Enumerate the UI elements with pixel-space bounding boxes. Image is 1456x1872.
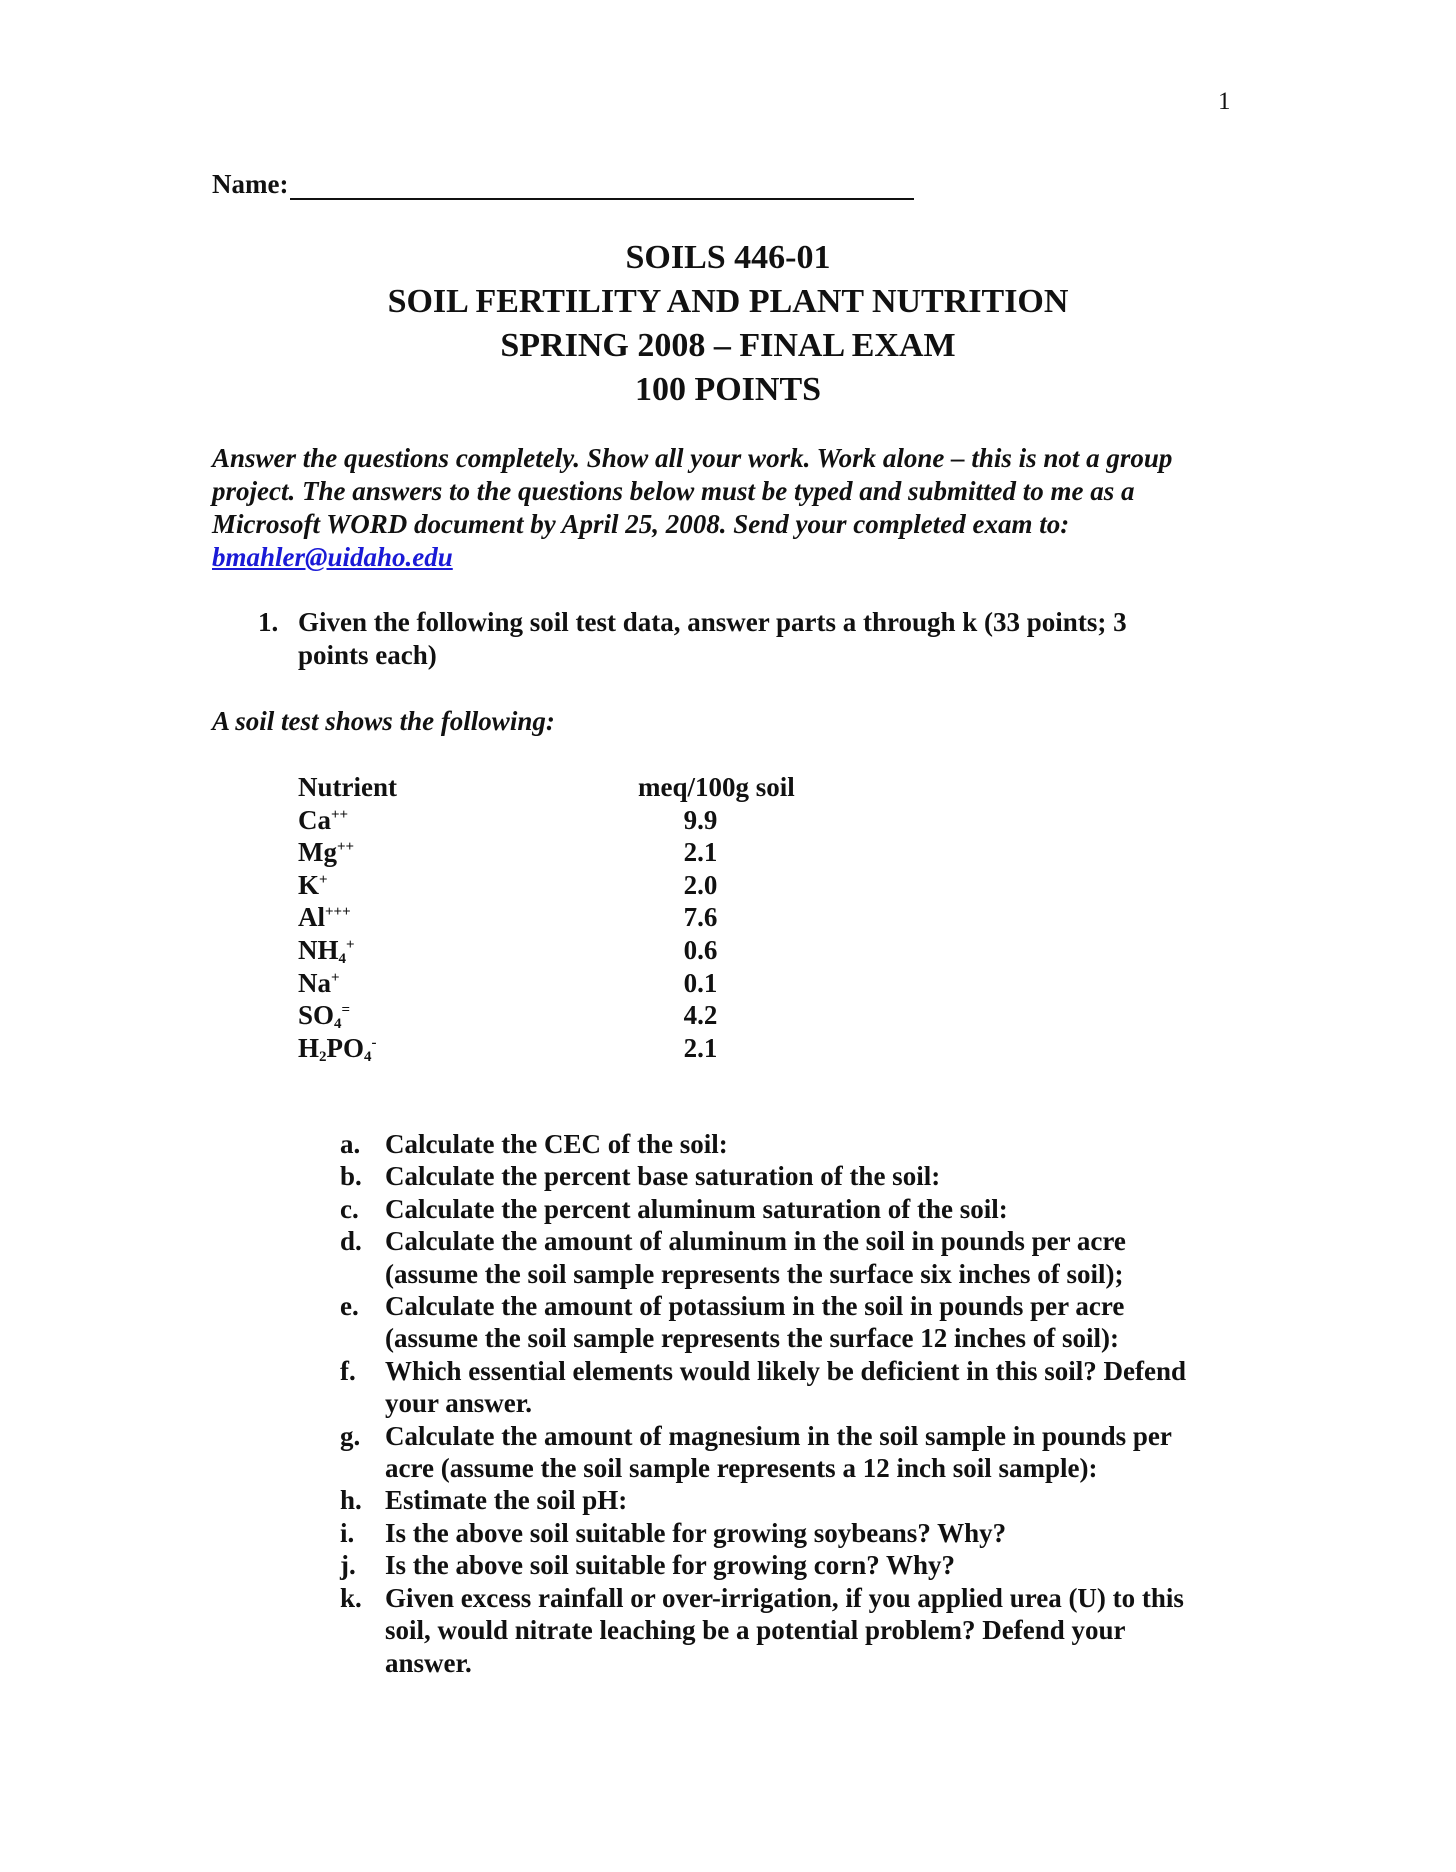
header-nutrient: Nutrient bbox=[298, 772, 397, 802]
part-text-line: your answer. bbox=[385, 1388, 533, 1419]
part-text bbox=[385, 1549, 1260, 1581]
header-value: meq/100g soil bbox=[638, 772, 795, 802]
list-item bbox=[340, 1160, 1260, 1192]
part-letter: e. bbox=[340, 1291, 359, 1322]
soil-test-label: A soil test shows the following: bbox=[212, 706, 555, 736]
question-number: 1. bbox=[258, 607, 279, 637]
part-text-line: answer. bbox=[385, 1647, 472, 1678]
subscript: 4 bbox=[364, 1048, 372, 1065]
nutrient-name: Mg++ bbox=[298, 837, 355, 868]
part-text-line: Calculate the amount of magnesium in the soil sample in pounds per bbox=[385, 1420, 1172, 1451]
nutrient-value: 2.1 bbox=[683, 837, 718, 868]
list-item bbox=[340, 1549, 1260, 1581]
nutrient-value: 2.0 bbox=[683, 869, 718, 900]
table-row bbox=[298, 1033, 818, 1066]
part-text-line: Calculate the percent aluminum saturation of the soil: bbox=[385, 1193, 1008, 1224]
part-text-line: Calculate the percent base saturation of the soil: bbox=[385, 1161, 941, 1192]
part-letter: h. bbox=[340, 1485, 362, 1516]
part-letter: c. bbox=[340, 1193, 359, 1224]
part-text-line: (assume the soil sample represents the surface six inches of soil); bbox=[385, 1258, 1124, 1289]
part-letter: a. bbox=[340, 1129, 361, 1159]
question-text bbox=[298, 606, 1258, 672]
table-row bbox=[298, 805, 818, 838]
table-row bbox=[298, 902, 818, 935]
part-text-line: Calculate the amount of potassium in the soil in pounds per acre bbox=[385, 1291, 1125, 1322]
nutrient-table bbox=[298, 772, 818, 1065]
part-letter: k. bbox=[340, 1582, 362, 1613]
part-text-line: Is the above soil suitable for growing soybeans? Why? bbox=[385, 1517, 1007, 1548]
name-field bbox=[212, 168, 914, 200]
name-blank-line bbox=[290, 168, 914, 200]
part-text-line: soil, would nitrate leaching be a potential problem? Defend your bbox=[385, 1615, 1126, 1646]
exam-title bbox=[0, 236, 1456, 412]
part-text bbox=[385, 1193, 1260, 1225]
nutrient-name: Al+++ bbox=[298, 902, 351, 933]
subscript: 4 bbox=[338, 950, 346, 967]
nutrient-value: 0.1 bbox=[683, 967, 718, 998]
name-label: Name: bbox=[212, 169, 289, 199]
exam-points: 100 POINTS bbox=[634, 371, 822, 408]
part-letter: f. bbox=[340, 1355, 356, 1386]
subscript: 2 bbox=[319, 1048, 327, 1065]
list-item bbox=[340, 1128, 1260, 1160]
part-letter: d. bbox=[340, 1226, 362, 1257]
list-item bbox=[340, 1582, 1260, 1679]
table-row bbox=[298, 870, 818, 903]
nutrient-name: K+ bbox=[298, 869, 328, 900]
superscript: = bbox=[341, 1002, 351, 1019]
list-item bbox=[340, 1225, 1260, 1290]
table-header-row bbox=[298, 772, 818, 805]
part-letter: i. bbox=[340, 1517, 355, 1548]
table-row bbox=[298, 1000, 818, 1033]
superscript: - bbox=[371, 1034, 377, 1051]
nutrient-name: Na+ bbox=[298, 967, 340, 998]
instructions-line: Answer the questions completely. Show all your work. Work alone – this is not a group bbox=[212, 443, 1173, 473]
part-text bbox=[385, 1160, 1260, 1192]
part-letter: j. bbox=[340, 1550, 356, 1581]
part-text bbox=[385, 1484, 1260, 1516]
part-letter: b. bbox=[340, 1161, 362, 1192]
part-text-line: Calculate the amount of aluminum in the soil in pounds per acre bbox=[385, 1226, 1126, 1257]
part-text-line: acre (assume the soil sample represents a 12 inch soil sample): bbox=[385, 1453, 1098, 1484]
part-text-line: Calculate the CEC of the soil: bbox=[385, 1129, 728, 1159]
table-row bbox=[298, 935, 818, 968]
superscript: ++ bbox=[331, 806, 349, 823]
table-row bbox=[298, 968, 818, 1001]
nutrient-name: $SO_4^=$ bbox=[298, 1000, 351, 1033]
superscript: + bbox=[346, 936, 355, 953]
nutrient-value: 0.6 bbox=[683, 934, 718, 965]
part-text-line: Is the above soil suitable for growing corn? Why? bbox=[385, 1550, 956, 1581]
question-text-line: Given the following soil test data, answer parts a through k (33 points; 3 bbox=[298, 607, 1127, 637]
course-name: SOIL FERTILITY AND PLANT NUTRITION bbox=[387, 283, 1069, 320]
nutrient-name: Ca++ bbox=[298, 804, 349, 835]
nutrient-value: 4.2 bbox=[683, 1000, 718, 1031]
list-item bbox=[340, 1517, 1260, 1549]
nutrient-value: 2.1 bbox=[683, 1032, 718, 1063]
instructions-line: Microsoft WORD document by April 25, 2008. Send your completed exam to: bbox=[212, 509, 1070, 539]
part-text bbox=[385, 1582, 1260, 1679]
question-text-line: points each) bbox=[298, 640, 437, 670]
list-item bbox=[340, 1290, 1260, 1355]
part-text bbox=[385, 1420, 1260, 1485]
part-text-line: (assume the soil sample represents the surface 12 inches of soil): bbox=[385, 1323, 1119, 1354]
list-item bbox=[340, 1484, 1260, 1516]
part-text-line: Which essential elements would likely be deficient in this soil? Defend bbox=[385, 1355, 1187, 1386]
instructions-line: project. The answers to the questions below must be typed and submitted to me as a bbox=[212, 476, 1135, 506]
superscript: + bbox=[331, 969, 340, 986]
email-link[interactable]: bmahler@uidaho.edu bbox=[212, 542, 453, 572]
nutrient-value: 9.9 bbox=[683, 804, 718, 835]
nutrient-name: $NH_4^+$ bbox=[298, 934, 355, 967]
list-item bbox=[340, 1193, 1260, 1225]
exam-term: SPRING 2008 – FINAL EXAM bbox=[500, 327, 956, 364]
part-text bbox=[385, 1128, 1260, 1160]
nutrient-value: 7.6 bbox=[683, 902, 718, 933]
superscript: ++ bbox=[336, 839, 355, 856]
part-text bbox=[385, 1225, 1260, 1290]
subscript: 4 bbox=[334, 1016, 342, 1033]
table-row bbox=[298, 837, 818, 870]
nutrient-name: $H_2PO_4^-$ bbox=[298, 1032, 377, 1065]
part-text-line: Estimate the soil pH: bbox=[385, 1485, 628, 1516]
list-item bbox=[340, 1420, 1260, 1485]
question-parts-list bbox=[340, 1128, 1260, 1679]
list-item bbox=[340, 1355, 1260, 1420]
superscript: + bbox=[319, 871, 328, 888]
instructions bbox=[212, 442, 1252, 574]
course-code: SOILS 446-01 bbox=[625, 239, 831, 276]
superscript: +++ bbox=[325, 904, 351, 921]
part-text bbox=[385, 1290, 1260, 1355]
part-letter: g. bbox=[340, 1420, 361, 1451]
page-number: 1 bbox=[1218, 88, 1231, 115]
part-text bbox=[385, 1517, 1260, 1549]
part-text bbox=[385, 1355, 1260, 1420]
part-text-line: Given excess rainfall or over-irrigation, if you applied urea (U) to this bbox=[385, 1582, 1184, 1613]
